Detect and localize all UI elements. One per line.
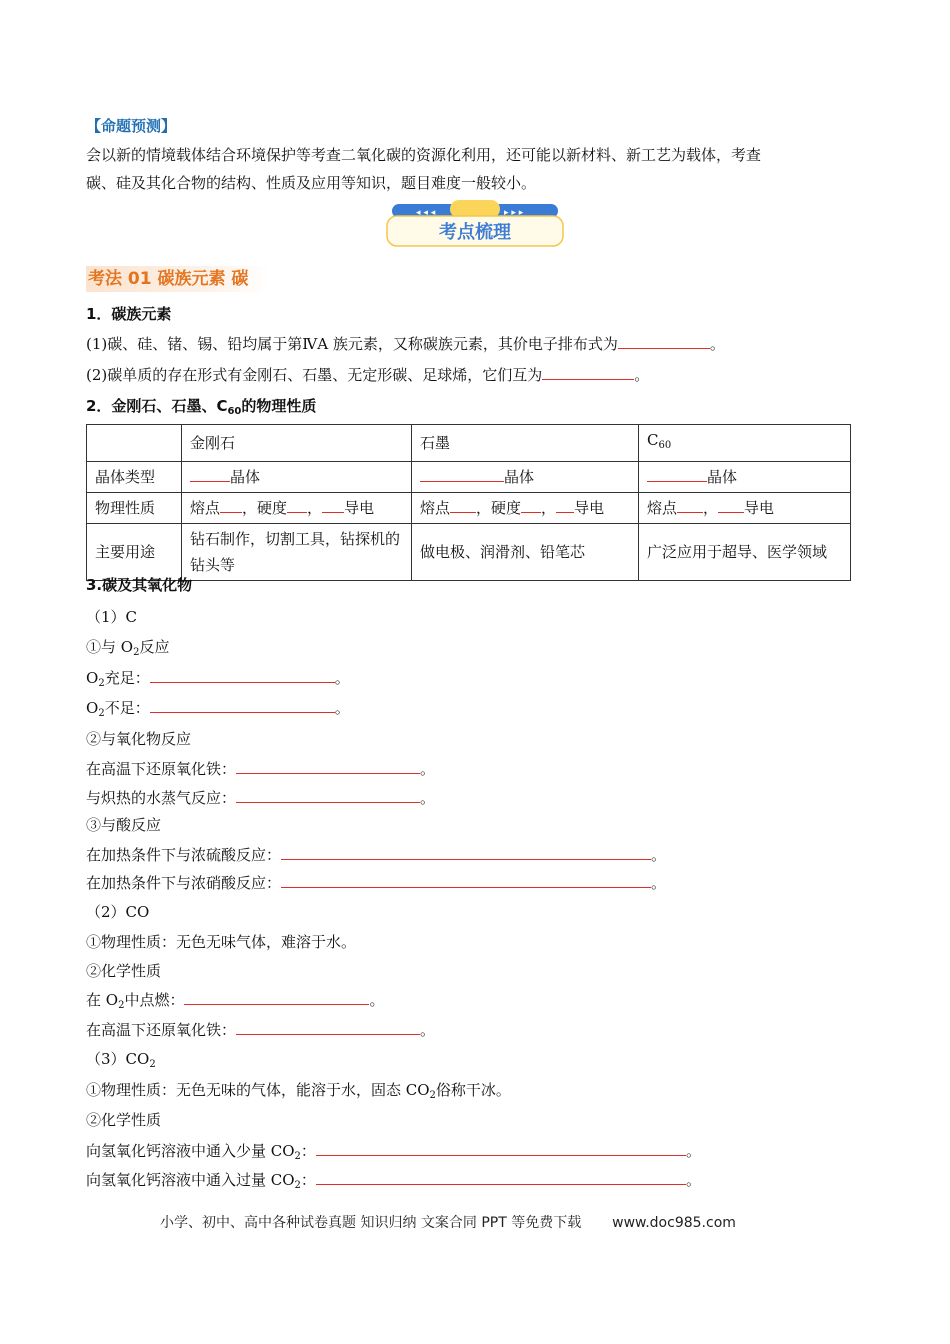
co-chemical: ②化学性质	[86, 962, 162, 980]
table-header-row	[87, 425, 851, 462]
prediction-title: 【命题预测】	[86, 117, 177, 135]
s1-para1: (1)碳、硅、锗、锡、铅均属于第ⅣA 族元素，又称碳族元素，其价电子排布式为 。	[86, 335, 725, 353]
table-cell-label: 物理性质	[87, 493, 182, 524]
c-h2so4-line: 在加热条件下与浓硫酸反应： 。	[86, 846, 667, 864]
table-cell: 广泛应用于超导、医学领域	[639, 524, 851, 581]
section-heading: 考法 01 碳族元素 碳	[86, 266, 268, 292]
o2-sufficient-line: $O_2$充足： 。	[86, 669, 350, 689]
answer-blank[interactable]	[281, 845, 651, 860]
table-header-cell: 金刚石	[182, 425, 412, 462]
co2-excess-line: 向氢氧化钙溶液中通入过量 $CO_2$： 。	[86, 1171, 701, 1191]
table-row	[87, 462, 851, 493]
answer-blank[interactable]	[450, 498, 476, 513]
table-cell-label: 主要用途	[87, 524, 182, 581]
table-cell-label: 晶体类型	[87, 462, 182, 493]
answer-blank[interactable]	[316, 1141, 686, 1156]
answer-blank[interactable]	[556, 498, 574, 513]
co2-little-line: 向氢氧化钙溶液中通入少量 $CO_2$： 。	[86, 1142, 701, 1162]
co2-physical: ①物理性质：无色无味的气体，能溶于水，固态 $CO_2$俗称干冰。	[86, 1081, 511, 1101]
table-header-cell: $C_{60}$	[639, 425, 851, 462]
c-o2-reaction: ①与 $O_2$反应	[86, 638, 170, 658]
table-cell: 晶体	[182, 462, 412, 493]
table-cell: 熔点 ， 导电	[639, 493, 851, 524]
prediction-text-line2: 碳、硅及其化合物的结构、性质及应用等知识，题目难度一般较小。	[86, 174, 537, 192]
answer-blank[interactable]	[316, 1170, 686, 1185]
table-cell: 熔点 ，硬度 ， 导电	[412, 493, 639, 524]
co2-subtitle: $(3)CO_2$	[86, 1050, 156, 1070]
footer-url[interactable]: www.doc985.com	[612, 1215, 736, 1231]
table-row	[87, 493, 851, 524]
answer-blank[interactable]	[618, 334, 710, 349]
table-cell: 晶体	[412, 462, 639, 493]
co-burn-line: 在 $O_2$中点燃： 。	[86, 991, 385, 1011]
answer-blank[interactable]	[420, 467, 504, 482]
c-reduce-iron-line: 在高温下还原氧化铁： 。	[86, 760, 436, 778]
answer-blank[interactable]	[236, 1020, 420, 1035]
answer-blank[interactable]	[220, 498, 242, 513]
c-steam-line: 与炽热的水蒸气反应： 。	[86, 789, 436, 807]
prediction-text-line1: 会以新的情境载体结合环境保护等考查二氧化碳的资源化利用，还可能以新材料、新工艺为载体，考查	[86, 146, 762, 164]
table-header-cell	[87, 425, 182, 462]
answer-blank[interactable]	[287, 498, 307, 513]
answer-blank[interactable]	[150, 698, 335, 713]
s1-title: 1．碳族元素	[86, 305, 172, 323]
answer-blank[interactable]	[542, 365, 634, 380]
answer-blank[interactable]	[322, 498, 344, 513]
banner-arrows-left: ◂ ◂ ◂	[416, 208, 436, 218]
s1-para2: (2)碳单质的存在形式有金刚石、石墨、无定形碳、足球烯，它们互为 。	[86, 366, 650, 384]
section-banner	[386, 200, 564, 250]
answer-blank[interactable]	[647, 467, 707, 482]
o2-insufficient-line: $O_2$不足： 。	[86, 699, 350, 719]
footer-text: 小学、初中、高中各种试卷真题 知识归纳 文案合同 PPT 等免费下载	[160, 1215, 582, 1231]
table-cell: 晶体	[639, 462, 851, 493]
answer-blank[interactable]	[184, 990, 369, 1005]
co-physical: ①物理性质：无色无味气体，难溶于水。	[86, 933, 357, 951]
c-oxide-reaction: ②与氧化物反应	[86, 730, 192, 748]
table-row	[87, 524, 851, 581]
answer-blank[interactable]	[521, 498, 541, 513]
co2-chemical: ②化学性质	[86, 1111, 162, 1129]
co-reduce-iron-line: 在高温下还原氧化铁： 。	[86, 1021, 436, 1039]
co-subtitle: （2）CO	[86, 903, 150, 921]
answer-blank[interactable]	[236, 788, 420, 803]
s3-title: 3.碳及其氧化物	[86, 576, 193, 594]
table-cell: 做电极、润滑剂、铅笔芯	[412, 524, 639, 581]
c-acid-reaction: ③与酸反应	[86, 816, 162, 834]
answer-blank[interactable]	[190, 467, 230, 482]
table-cell: 钻石制作，切割工具，钻探机的钻头等	[182, 524, 412, 581]
c-subtitle: （1）C	[86, 608, 138, 626]
answer-blank[interactable]	[150, 668, 335, 683]
table-header-cell: 石墨	[412, 425, 639, 462]
properties-table	[86, 424, 851, 581]
page-footer	[160, 1212, 736, 1232]
banner-arrows-right: ▸ ▸ ▸	[504, 208, 524, 218]
answer-blank[interactable]	[677, 498, 703, 513]
banner-label: 考点梳理	[439, 222, 511, 243]
c-hno3-line: 在加热条件下与浓硝酸反应： 。	[86, 874, 667, 892]
table-cell: 熔点 ，硬度 ， 导电	[182, 493, 412, 524]
s2-title: 2．金刚石、石墨、$C_{60}$的物理性质	[86, 397, 317, 417]
answer-blank[interactable]	[281, 873, 651, 888]
answer-blank[interactable]	[236, 759, 420, 774]
answer-blank[interactable]	[718, 498, 744, 513]
